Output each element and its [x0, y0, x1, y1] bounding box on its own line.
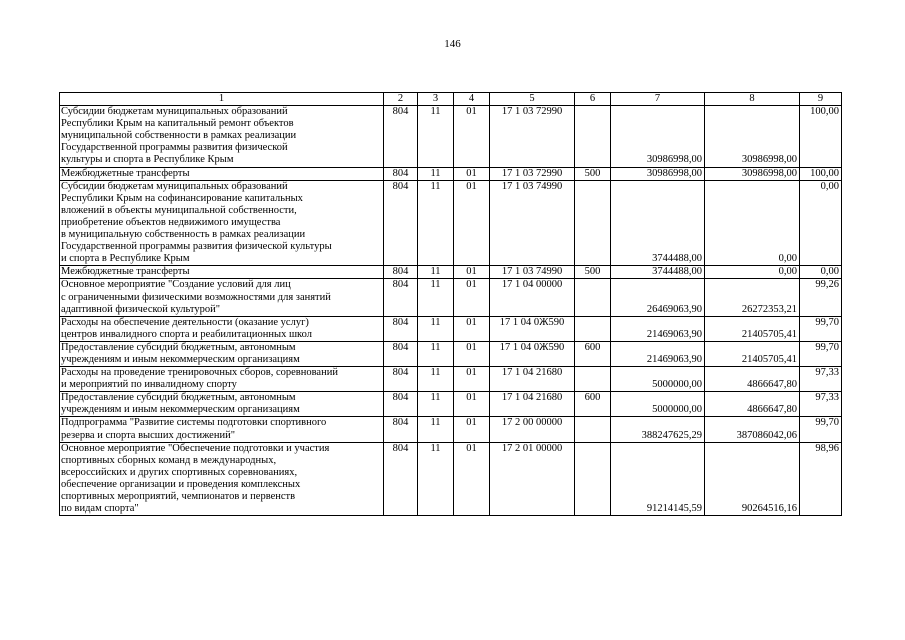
target-article-cell: 17 1 04 21680 [490, 392, 575, 417]
actual-amount-cell: 0,00 [705, 266, 800, 279]
table-row [60, 417, 842, 442]
code-cell: 804 [384, 316, 418, 341]
column-header: 9 [800, 93, 842, 106]
plan-amount-cell: 30986998,00 [611, 167, 705, 180]
table-row [60, 392, 842, 417]
plan-amount-cell: 21469063,90 [611, 316, 705, 341]
plan-amount-cell: 30986998,00 [611, 106, 705, 167]
expense-type-cell: 600 [575, 341, 611, 366]
expense-type-cell [575, 417, 611, 442]
plan-amount-cell: 21469063,90 [611, 341, 705, 366]
expense-type-cell: 500 [575, 167, 611, 180]
target-article-cell: 17 1 04 0Ж590 [490, 316, 575, 341]
column-header: 4 [454, 93, 490, 106]
plan-amount-cell: 3744488,00 [611, 180, 705, 266]
code-cell: 804 [384, 392, 418, 417]
actual-amount-cell: 90264516,16 [705, 442, 800, 516]
plan-amount-cell: 5000000,00 [611, 367, 705, 392]
table-row [60, 266, 842, 279]
code-cell: 11 [418, 316, 454, 341]
table-row [60, 341, 842, 366]
table-row [60, 442, 842, 516]
code-cell: 01 [454, 266, 490, 279]
code-cell: 01 [454, 442, 490, 516]
percent-cell: 0,00 [800, 266, 842, 279]
expense-type-cell [575, 180, 611, 266]
row-name-cell: Подпрограмма "Развитие системы подготовки спортивного резерва и спорта высших достижений" [60, 417, 384, 442]
code-cell: 11 [418, 341, 454, 366]
code-cell: 11 [418, 367, 454, 392]
row-name-cell: Предоставление субсидий бюджетным, автономным учреждениям и иным некоммерческим организациям [60, 341, 384, 366]
row-name-cell: Расходы на обеспечение деятельности (оказание услуг) центров инвалидного спорта и реабилитационных школ [60, 316, 384, 341]
expense-type-cell [575, 442, 611, 516]
percent-cell: 99,70 [800, 341, 842, 366]
row-name-cell: Основное мероприятие "Создание условий для лиц с ограниченными физическими возможностями для занятий адаптивной физической культурой" [60, 279, 384, 316]
plan-amount-cell: 388247625,29 [611, 417, 705, 442]
code-cell: 11 [418, 106, 454, 167]
code-cell: 804 [384, 167, 418, 180]
budget-table [59, 92, 842, 516]
code-cell: 804 [384, 180, 418, 266]
percent-cell: 98,96 [800, 442, 842, 516]
actual-amount-cell: 4866647,80 [705, 392, 800, 417]
table-row [60, 106, 842, 167]
expense-type-cell [575, 367, 611, 392]
target-article-cell: 17 2 00 00000 [490, 417, 575, 442]
target-article-cell: 17 1 03 74990 [490, 180, 575, 266]
column-header: 8 [705, 93, 800, 106]
table-row [60, 167, 842, 180]
code-cell: 01 [454, 392, 490, 417]
code-cell: 804 [384, 417, 418, 442]
table-row [60, 180, 842, 266]
table-row [60, 367, 842, 392]
percent-cell: 99,70 [800, 417, 842, 442]
column-header: 3 [418, 93, 454, 106]
code-cell: 804 [384, 279, 418, 316]
code-cell: 01 [454, 167, 490, 180]
target-article-cell: 17 1 04 21680 [490, 367, 575, 392]
column-header: 1 [60, 93, 384, 106]
row-name-cell: Межбюджетные трансферты [60, 266, 384, 279]
percent-cell: 99,26 [800, 279, 842, 316]
plan-amount-cell: 5000000,00 [611, 392, 705, 417]
row-name-cell: Предоставление субсидий бюджетным, автономным учреждениям и иным некоммерческим организациям [60, 392, 384, 417]
target-article-cell: 17 2 01 00000 [490, 442, 575, 516]
code-cell: 11 [418, 266, 454, 279]
percent-cell: 0,00 [800, 180, 842, 266]
percent-cell: 100,00 [800, 167, 842, 180]
column-header: 2 [384, 93, 418, 106]
expense-type-cell: 600 [575, 392, 611, 417]
actual-amount-cell: 21405705,41 [705, 341, 800, 366]
code-cell: 11 [418, 417, 454, 442]
code-cell: 11 [418, 392, 454, 417]
row-name-cell: Основное мероприятие "Обеспечение подготовки и участия спортивных сборных команд в международных, всероссийских и других спортивных соревнованиях, обеспечение организации и проведения комплексных спортивных мероприятий, чемпионатов и первенств по видам спорта" [60, 442, 384, 516]
percent-cell: 97,33 [800, 367, 842, 392]
actual-amount-cell: 387086042,06 [705, 417, 800, 442]
code-cell: 804 [384, 266, 418, 279]
column-header: 6 [575, 93, 611, 106]
expense-type-cell [575, 279, 611, 316]
actual-amount-cell: 4866647,80 [705, 367, 800, 392]
row-name-cell: Субсидии бюджетам муниципальных образований Республики Крым на капитальный ремонт объектов муниципальной собственности в рамках реализации Государственной программы развития физической культуры и спорта в Республике Крым [60, 106, 384, 167]
column-header: 7 [611, 93, 705, 106]
code-cell: 804 [384, 442, 418, 516]
percent-cell: 99,70 [800, 316, 842, 341]
code-cell: 01 [454, 417, 490, 442]
code-cell: 11 [418, 167, 454, 180]
plan-amount-cell: 26469063,90 [611, 279, 705, 316]
row-name-cell: Межбюджетные трансферты [60, 167, 384, 180]
actual-amount-cell: 21405705,41 [705, 316, 800, 341]
expense-type-cell [575, 316, 611, 341]
code-cell: 804 [384, 106, 418, 167]
row-name-cell: Субсидии бюджетам муниципальных образований Республики Крым на софинансирование капитальных вложений в объекты муниципальной собственности, приобретение объектов недвижимого имущества в муниципальную собственность в рамках реализации Государственной программы развития физической культуры и спорта в Республике Крым [60, 180, 384, 266]
target-article-cell: 17 1 04 00000 [490, 279, 575, 316]
actual-amount-cell: 30986998,00 [705, 106, 800, 167]
code-cell: 01 [454, 341, 490, 366]
actual-amount-cell: 30986998,00 [705, 167, 800, 180]
actual-amount-cell: 0,00 [705, 180, 800, 266]
code-cell: 01 [454, 367, 490, 392]
code-cell: 01 [454, 106, 490, 167]
code-cell: 804 [384, 341, 418, 366]
code-cell: 804 [384, 367, 418, 392]
target-article-cell: 17 1 03 74990 [490, 266, 575, 279]
target-article-cell: 17 1 04 0Ж590 [490, 341, 575, 366]
column-header: 5 [490, 93, 575, 106]
table-header-row [60, 93, 842, 106]
actual-amount-cell: 26272353,21 [705, 279, 800, 316]
row-name-cell: Расходы на проведение тренировочных сборов, соревнований и мероприятий по инвалидному спорту [60, 367, 384, 392]
target-article-cell: 17 1 03 72990 [490, 167, 575, 180]
table-row [60, 316, 842, 341]
percent-cell: 100,00 [800, 106, 842, 167]
code-cell: 11 [418, 180, 454, 266]
page-number: 146 [444, 38, 461, 50]
expense-type-cell: 500 [575, 266, 611, 279]
target-article-cell: 17 1 03 72990 [490, 106, 575, 167]
percent-cell: 97,33 [800, 392, 842, 417]
code-cell: 01 [454, 180, 490, 266]
plan-amount-cell: 3744488,00 [611, 266, 705, 279]
code-cell: 01 [454, 316, 490, 341]
plan-amount-cell: 91214145,59 [611, 442, 705, 516]
expense-type-cell [575, 106, 611, 167]
code-cell: 11 [418, 279, 454, 316]
code-cell: 11 [418, 442, 454, 516]
code-cell: 01 [454, 279, 490, 316]
table-row [60, 279, 842, 316]
